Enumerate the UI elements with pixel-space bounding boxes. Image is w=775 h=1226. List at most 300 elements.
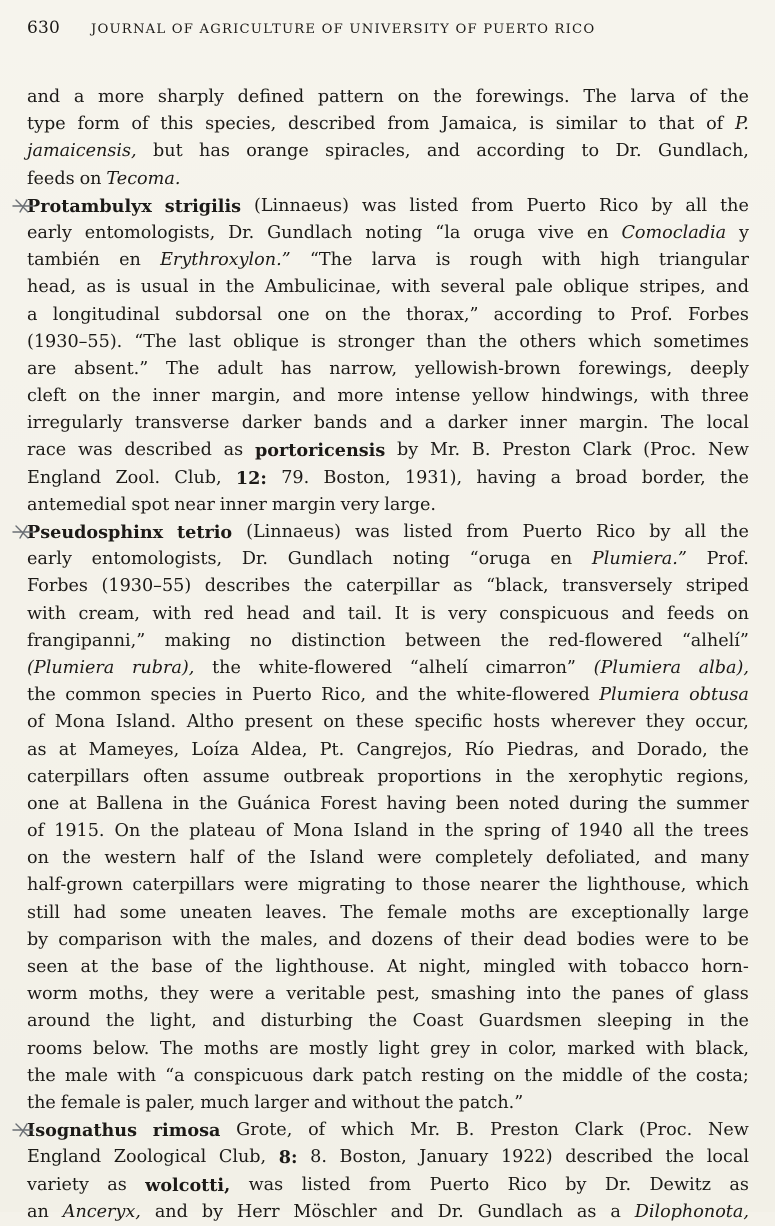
word: described [124, 440, 212, 461]
word: The [660, 413, 695, 434]
word: Guánica [237, 793, 311, 814]
word: in [495, 766, 513, 787]
word: conspicuous [193, 1065, 304, 1086]
word: Forbes [27, 576, 88, 597]
word: margin, [211, 386, 281, 407]
word: Boston, [339, 1147, 407, 1168]
word: from [471, 195, 514, 216]
word: B. [471, 440, 491, 461]
check-mark-icon [12, 524, 34, 540]
word: tobacco [619, 957, 689, 977]
text-line [27, 927, 749, 954]
word: Mr. [409, 1120, 441, 1141]
word: around [27, 1011, 91, 1032]
word: during [569, 793, 629, 814]
text-line [27, 764, 749, 791]
word: was [77, 440, 113, 461]
word: the [572, 984, 601, 1005]
text-line [27, 791, 749, 818]
text-line [27, 84, 749, 111]
word: glass [703, 984, 749, 1005]
word: The [583, 87, 617, 107]
text-line [27, 274, 749, 301]
word: spring [483, 821, 541, 842]
word: Dewitz [649, 1174, 711, 1195]
word: night, [418, 957, 471, 977]
word: female [60, 1092, 121, 1113]
word: patch [362, 1065, 413, 1086]
word: oblique [563, 277, 630, 298]
italic-word: (Plumiera [593, 657, 681, 678]
word: variety [27, 1174, 89, 1195]
word: white-flowered [258, 657, 392, 678]
word: on [397, 87, 420, 107]
word: half-grown [27, 875, 123, 896]
word: are [528, 902, 558, 923]
word: those [422, 875, 471, 896]
word: had [73, 902, 107, 923]
word: antemedial [27, 494, 127, 515]
word: as [27, 739, 47, 760]
text-line [27, 1036, 749, 1063]
word: broad [575, 467, 628, 488]
word: Cangrejos, [356, 739, 453, 760]
word: assume [202, 766, 270, 787]
word: the [212, 657, 241, 678]
word: but [153, 141, 183, 162]
word: rough [469, 250, 523, 271]
word: by [397, 440, 419, 461]
word: yellow [472, 386, 530, 407]
word: (Proc. [643, 440, 697, 461]
word: a [73, 87, 85, 107]
word: is [421, 603, 436, 624]
word: several [440, 277, 505, 298]
word: pale [515, 277, 553, 298]
text-line [27, 1090, 749, 1117]
word: Prof. [706, 549, 749, 570]
word: panes [611, 984, 665, 1005]
word: with [391, 277, 431, 298]
text-line [27, 900, 749, 927]
word: on [78, 386, 101, 407]
text-line [27, 1144, 749, 1171]
text-line [27, 465, 749, 492]
word: cream, [78, 603, 140, 624]
word: that [658, 114, 695, 135]
word: species [150, 685, 217, 706]
word: the [303, 576, 333, 597]
word: at [80, 957, 99, 977]
word: from [466, 522, 509, 542]
word: the [368, 1011, 398, 1032]
word: often [143, 766, 189, 787]
word: males, [260, 929, 319, 950]
word: a [550, 467, 562, 488]
word: some [119, 902, 167, 923]
word: as [223, 440, 244, 461]
italic-word: Anceryx, [62, 1201, 141, 1222]
word: “black, [486, 576, 549, 597]
text-line [27, 383, 749, 410]
word: the [27, 1065, 56, 1086]
word: with [541, 250, 581, 271]
word: and [591, 739, 625, 760]
word: Ambulicinae, [264, 277, 382, 298]
word: in [198, 277, 216, 298]
word: on [324, 304, 347, 325]
word: Dr. [228, 222, 255, 243]
word: Forbes [687, 304, 749, 325]
word: New [708, 440, 749, 461]
word: deeply [690, 358, 749, 379]
word: sleeping [597, 1011, 673, 1032]
word: were [244, 875, 289, 896]
word: the [526, 766, 555, 787]
word: wherever [550, 712, 636, 733]
word: is [125, 1092, 141, 1113]
word: the [62, 848, 92, 869]
word: Zoological [113, 1147, 207, 1168]
word: margin [271, 494, 336, 515]
italic-word: Plumiera.” [591, 549, 687, 570]
word: “The [309, 250, 353, 271]
word: The [159, 1038, 194, 1059]
word: feeds [666, 603, 715, 624]
word: described [565, 1147, 653, 1168]
word: to [597, 304, 616, 325]
word: dozens [371, 929, 434, 950]
text-line [27, 410, 749, 437]
word: has [199, 141, 230, 162]
italic-word: alba), [698, 657, 749, 678]
word: from [387, 114, 430, 135]
word: orange [246, 141, 309, 162]
word: forewings, [578, 358, 673, 379]
word: noting [365, 222, 423, 243]
word: spot [131, 494, 170, 515]
word: this [160, 114, 194, 135]
word: female [387, 902, 448, 923]
word: the [658, 1065, 687, 1086]
word: triangular [658, 250, 749, 271]
text-line [27, 166, 749, 193]
word: the [111, 386, 141, 407]
word: yellowish-brown [414, 358, 561, 379]
word: the [445, 821, 474, 842]
word: described [288, 114, 376, 135]
page-header [27, 18, 749, 48]
word: disturbing [260, 1011, 353, 1032]
word: having [386, 793, 447, 814]
italic-word: jamaicensis, [27, 141, 137, 162]
word: into [526, 984, 562, 1005]
word: Puerto [252, 685, 312, 706]
word: stripes, [639, 277, 706, 298]
word: very [340, 494, 380, 515]
word: Pt. [319, 739, 345, 760]
word: 79. [281, 467, 310, 488]
text-line [27, 573, 749, 600]
word: at [58, 739, 77, 760]
word: noting [392, 549, 450, 570]
check-mark-icon [12, 198, 34, 214]
word: veritable [286, 984, 366, 1005]
word: near [174, 494, 215, 515]
word: western [104, 848, 177, 869]
word: are [27, 358, 57, 379]
word: they [159, 984, 199, 1005]
bold-word: portoricensis [254, 440, 386, 462]
word: 1915. [54, 821, 105, 842]
word: migrating [297, 875, 386, 896]
word: the [720, 195, 749, 216]
word: Rico [507, 1174, 547, 1195]
word: Prof. [630, 304, 673, 325]
word: to [699, 929, 718, 950]
body-text [27, 84, 749, 1226]
word: the [198, 793, 228, 814]
italic-word: Dilophonota, [634, 1201, 749, 1222]
word: Mona [292, 821, 344, 842]
word: bodies [576, 929, 636, 950]
word: mostly [309, 1038, 368, 1059]
word: large [702, 902, 749, 923]
word: without [351, 1092, 420, 1113]
word: many [700, 848, 749, 869]
word: At [387, 957, 407, 977]
word: Club, [174, 467, 222, 488]
word: Rico [599, 195, 639, 216]
word: high [600, 250, 640, 271]
word: moths, [88, 984, 149, 1005]
word: darker [447, 413, 508, 434]
word: still [27, 902, 60, 923]
word: having [476, 467, 537, 488]
bold-word: wolcotti, [145, 1174, 231, 1196]
text-line [27, 329, 749, 356]
word: to [628, 114, 647, 135]
word: mingled [483, 957, 556, 977]
word: white-flowered [456, 685, 590, 706]
word: y [738, 222, 749, 243]
word: and [621, 603, 655, 624]
word: proportions [377, 766, 482, 787]
text-line [27, 872, 749, 899]
word: intense [395, 386, 461, 407]
word: species, [205, 114, 277, 135]
word: costa; [695, 1065, 749, 1086]
word: border, [641, 467, 706, 488]
word: three [701, 386, 749, 407]
word: and [715, 277, 749, 298]
word: and [379, 413, 413, 434]
word: oruga [473, 222, 526, 243]
word: below. [92, 1038, 150, 1059]
word: the [524, 1065, 554, 1086]
text-line [27, 1172, 749, 1199]
word: usual [140, 277, 189, 298]
bold-word: rimosa [152, 1120, 221, 1142]
italic-word: Tecoma. [106, 168, 181, 189]
word: thorax,” [406, 304, 479, 325]
word: a [424, 413, 436, 434]
word: the [424, 1092, 454, 1113]
word: nearer [479, 875, 540, 896]
word: to [581, 141, 600, 162]
text-line [27, 437, 749, 464]
word: at [68, 793, 87, 814]
text-line [27, 601, 749, 628]
word: Grote, [236, 1120, 293, 1141]
word: sometimes [653, 331, 749, 352]
text-line [27, 193, 749, 220]
word: and [212, 1011, 246, 1032]
word: Herr [236, 1201, 280, 1222]
word: Mona [54, 712, 106, 733]
text-line [27, 220, 749, 247]
word: the [105, 1011, 135, 1032]
word: Puerto [526, 195, 587, 216]
word: with [152, 603, 192, 624]
word: trees [703, 821, 749, 842]
word: their [470, 929, 514, 950]
word: with [645, 1038, 685, 1059]
word: the [27, 685, 56, 706]
word: On [114, 821, 141, 842]
word: is [435, 250, 451, 271]
word: caterpillars [132, 875, 235, 896]
word: listed [403, 522, 453, 542]
word: New [707, 1120, 749, 1141]
word: exceptionally [571, 902, 690, 923]
word: noted [508, 793, 560, 814]
word: by [651, 195, 673, 216]
word: very [448, 603, 487, 624]
word: Puerto [429, 1174, 490, 1195]
word: be [727, 929, 749, 950]
word: January [419, 1147, 489, 1168]
word: Altho [186, 712, 235, 733]
word: pest, [376, 984, 420, 1005]
text-line [27, 845, 749, 872]
word: early [27, 222, 72, 243]
word: race [27, 440, 67, 461]
word: Dr. [437, 1201, 464, 1222]
text-line [27, 492, 749, 519]
bold-word: Pseudosphinx [27, 522, 164, 543]
word: of [631, 1065, 650, 1086]
word: horn- [701, 957, 749, 977]
word: with [567, 957, 607, 977]
word: Loíza [191, 739, 240, 760]
word: was [361, 195, 397, 216]
word: the [664, 821, 694, 842]
word: making [164, 630, 231, 651]
word: the [27, 1092, 56, 1113]
word: by [649, 522, 671, 542]
word: was [248, 1174, 284, 1195]
word: black, [695, 1038, 749, 1059]
word: “oruga [469, 549, 531, 570]
word: and [313, 1092, 347, 1113]
word: caterpillar [346, 576, 440, 597]
word: the [433, 87, 463, 107]
bold-word: 8: [278, 1147, 298, 1169]
word: Clark [574, 1120, 624, 1141]
word: a [264, 984, 276, 1005]
word: head, [27, 277, 77, 298]
word: defined [237, 87, 305, 107]
word: larva [630, 87, 676, 107]
word: early [27, 549, 72, 570]
word: the [665, 1147, 695, 1168]
word: and [375, 685, 409, 706]
word: in [225, 685, 243, 706]
word: last [188, 331, 221, 352]
word: with [117, 1065, 157, 1086]
word: spiracles, [325, 141, 411, 162]
word: worm [27, 984, 78, 1005]
bold-word: tetrio [177, 522, 233, 543]
word: Island [353, 821, 409, 842]
word: forewings. [475, 87, 570, 107]
word: on [726, 603, 749, 624]
word: Mr. [430, 440, 461, 461]
text-line [27, 954, 749, 981]
text-line [27, 818, 749, 845]
word: the [418, 685, 447, 706]
word: they [645, 712, 685, 733]
word: sharply [157, 87, 224, 107]
word: an [27, 1201, 49, 1222]
word: 1940 [578, 821, 623, 842]
bold-word: Isognathus [27, 1120, 137, 1142]
text-line [27, 111, 749, 138]
word: all [685, 195, 708, 216]
word: male [64, 1065, 109, 1086]
word: the [225, 277, 255, 298]
word: Preston [490, 1120, 559, 1141]
word: Mameyes, [88, 739, 180, 760]
word: Club, [218, 1147, 267, 1168]
word: and [328, 929, 362, 950]
word: subdorsal [175, 304, 263, 325]
word: the [720, 467, 749, 488]
word: which [340, 1120, 395, 1141]
word: more [337, 386, 384, 407]
word: in [172, 793, 190, 814]
word: 8. [310, 1147, 327, 1168]
word: “The [134, 331, 177, 352]
word: according [493, 304, 583, 325]
word: striped [685, 576, 749, 597]
word: en [586, 222, 609, 243]
word: more [98, 87, 145, 107]
word: uneaten [179, 902, 253, 923]
word: and [292, 386, 326, 407]
word: no [250, 630, 272, 651]
word: outbreak [283, 766, 364, 787]
italic-word: Comocladia [621, 222, 727, 243]
word: vive [538, 222, 575, 243]
word: head [246, 603, 290, 624]
word: Island. [115, 712, 177, 733]
word: It [394, 603, 409, 624]
word: distinction [291, 630, 386, 651]
italic-word: Plumiera [599, 685, 680, 706]
word: and [27, 87, 61, 107]
